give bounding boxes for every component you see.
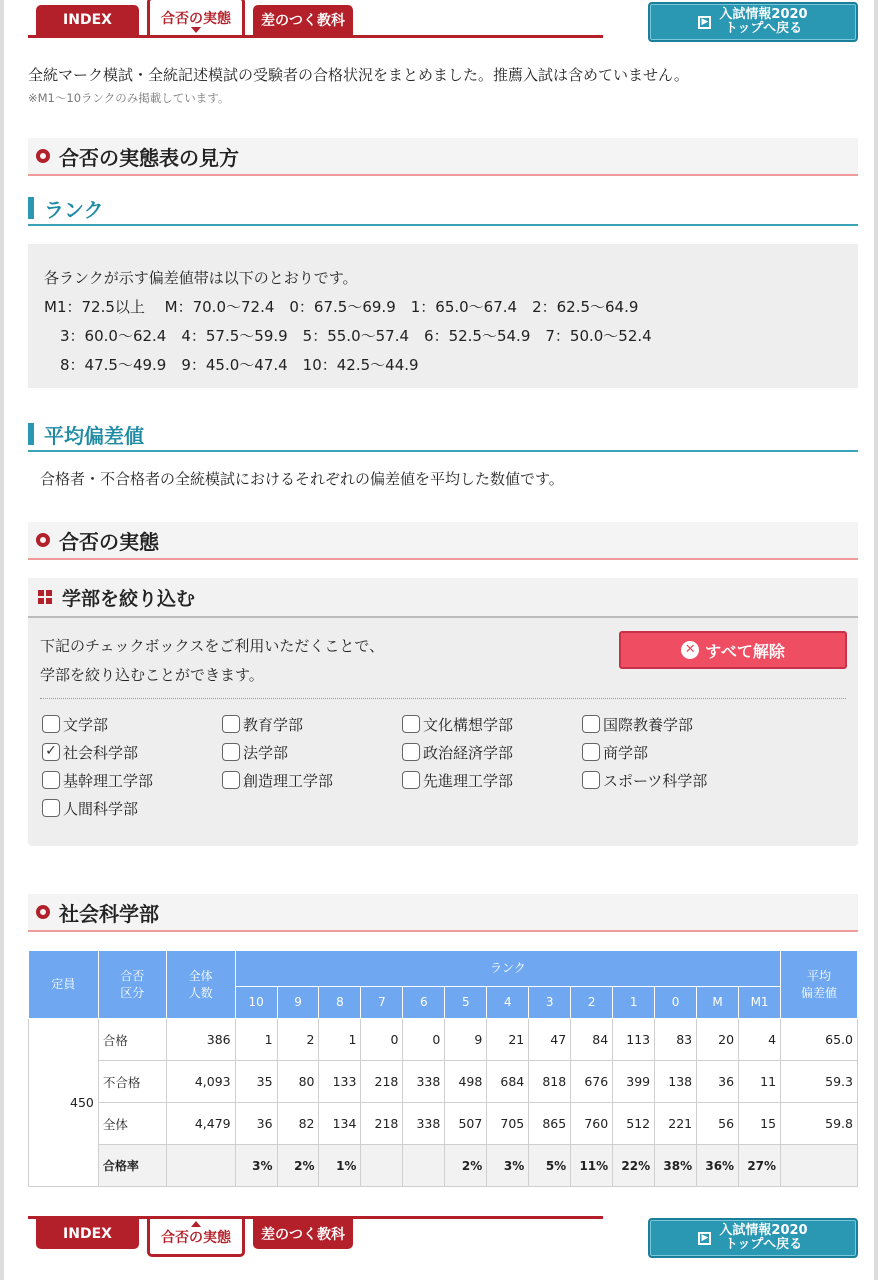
row-label-cell: 不合格 [98, 1061, 166, 1103]
tab-jittai-label: 合否の実態 [161, 10, 231, 27]
th-rank-col: 10 [235, 987, 277, 1019]
rate-value-cell [403, 1145, 445, 1187]
total-cell: 4,093 [166, 1061, 235, 1103]
rank-value-cell: 0 [403, 1019, 445, 1061]
rank-value-cell: 4 [739, 1019, 781, 1061]
section-faculty-heading [28, 894, 858, 932]
faculty-checkbox[interactable] [402, 713, 513, 735]
rank-value-cell: 36 [697, 1061, 739, 1103]
filter-description [40, 632, 384, 690]
rank-heading-title: ランク [44, 197, 104, 222]
rate-value-cell: 22% [613, 1145, 655, 1187]
divider [40, 698, 846, 699]
table-row [29, 1019, 858, 1061]
rank-value-cell: 218 [361, 1103, 403, 1145]
row-label-cell: 全体 [98, 1103, 166, 1145]
rank-value-cell: 865 [529, 1103, 571, 1145]
rate-value-cell [361, 1145, 403, 1187]
rate-label-cell: 合格率 [98, 1145, 166, 1187]
rank-value-cell: 2 [277, 1019, 319, 1061]
th-rank: ランク [235, 951, 780, 987]
grid-icon [38, 590, 52, 604]
rank-value-cell: 133 [319, 1061, 361, 1103]
checkbox-icon[interactable] [222, 715, 240, 733]
rank-value-cell: 83 [655, 1019, 697, 1061]
rank-value-cell: 15 [739, 1103, 781, 1145]
section-mikata-heading [28, 138, 858, 176]
rank-value-cell: 1 [319, 1019, 361, 1061]
avg-cell: 59.3 [781, 1061, 858, 1103]
faculty-checkbox[interactable] [42, 797, 138, 819]
th-rank-col: 0 [655, 987, 697, 1019]
checkbox-icon[interactable] [42, 771, 60, 789]
rank-value-cell: 47 [529, 1019, 571, 1061]
rank-value-cell: 705 [487, 1103, 529, 1145]
row-label-cell: 合格 [98, 1019, 166, 1061]
rank-value-cell: 684 [487, 1061, 529, 1103]
rank-value-cell: 507 [445, 1103, 487, 1145]
faculty-checkbox[interactable] [582, 769, 707, 791]
rank-line1: 各ランクが示す偏差値帯は以下のとおりです。 [44, 269, 358, 287]
faculty-label: 文学部 [63, 715, 109, 734]
rank-value-cell: 134 [319, 1103, 361, 1145]
rate-value-cell: 27% [739, 1145, 781, 1187]
rank-value-cell: 84 [571, 1019, 613, 1061]
section-jittai-heading [28, 522, 858, 560]
th-rank-col: 7 [361, 987, 403, 1019]
rank-value-cell: 80 [277, 1061, 319, 1103]
rank-value-cell: 676 [571, 1061, 613, 1103]
rank-value-cell: 338 [403, 1103, 445, 1145]
faculty-checkbox[interactable] [42, 741, 138, 763]
rate-value-cell: 1% [319, 1145, 361, 1187]
th-rank-col: 6 [403, 987, 445, 1019]
th-rank-col: 8 [319, 987, 361, 1019]
faculty-checkbox[interactable] [42, 769, 153, 791]
tab-bar-top [28, 0, 603, 38]
checkbox-icon[interactable] [582, 743, 600, 761]
rate-value-cell: 2% [277, 1145, 319, 1187]
rate-value-cell: 3% [235, 1145, 277, 1187]
ring-icon [36, 149, 50, 163]
checkbox-icon[interactable] [42, 799, 60, 817]
th-rank-col: M [697, 987, 739, 1019]
faculty-label: 人間科学部 [63, 799, 139, 818]
faculty-label: 基幹理工学部 [63, 771, 154, 790]
nyushi-bottom-button[interactable] [648, 1218, 858, 1258]
faculty-filter [28, 578, 858, 846]
checkbox-icon[interactable] [582, 771, 600, 789]
heading-bar-icon [28, 197, 34, 219]
rate-value-cell: 5% [529, 1145, 571, 1187]
rank-value-cell: 138 [655, 1061, 697, 1103]
rate-total-cell [166, 1145, 235, 1187]
rank-value-cell: 11 [739, 1061, 781, 1103]
rank-value-cell: 82 [277, 1103, 319, 1145]
rank-value-cell: 512 [613, 1103, 655, 1145]
rank-value-cell: 21 [487, 1019, 529, 1061]
rank-value-cell: 1 [235, 1019, 277, 1061]
filter-header [28, 578, 858, 618]
rate-value-cell: 11% [571, 1145, 613, 1187]
th-rank-col: 3 [529, 987, 571, 1019]
faculty-label: 商学部 [603, 743, 649, 762]
th-rank-col: 5 [445, 987, 487, 1019]
rank-value-cell: 9 [445, 1019, 487, 1061]
filter-title: 学部を絞り込む [62, 587, 196, 610]
rank-value-cell: 36 [235, 1103, 277, 1145]
filter-desc1: 下記のチェックボックスをご利用いただくことで、 [40, 637, 385, 655]
section-faculty-title: 社会科学部 [59, 901, 159, 926]
th-avg [781, 951, 858, 1019]
faculty-label: 政治経済学部 [423, 743, 514, 762]
section-mikata-title: 合否の実態表の見方 [59, 145, 239, 170]
tab-jittai-label: 合否の実態 [161, 1229, 231, 1246]
faculty-label: 創造理工学部 [243, 771, 334, 790]
th-kubun2: 区分 [120, 985, 145, 1000]
pass-rate-row [29, 1145, 858, 1187]
tab-jittai-active-bottom[interactable] [147, 1219, 245, 1257]
tab-index-bottom[interactable]: INDEX [36, 1219, 139, 1249]
nyushi-line2: トップへ戻る [724, 21, 803, 36]
checkbox-icon[interactable] [402, 715, 420, 733]
faculty-label: 国際教養学部 [603, 715, 694, 734]
th-zentai [166, 951, 235, 1019]
faculty-checkbox[interactable] [222, 713, 303, 735]
table-row [29, 1061, 858, 1103]
checkbox-icon[interactable] [402, 743, 420, 761]
rate-avg-cell [781, 1145, 858, 1187]
rank-value-cell: 399 [613, 1061, 655, 1103]
filter-desc2: 学部を絞り込むことができます。 [40, 666, 264, 684]
avg-cell: 65.0 [781, 1019, 858, 1061]
close-circle-icon: ✕ [681, 641, 699, 659]
rate-value-cell: 3% [487, 1145, 529, 1187]
checkbox-checked-icon[interactable]: ✓ [42, 743, 60, 761]
avg-heading-title: 平均偏差値 [44, 423, 144, 448]
tab-bar-bottom [28, 1216, 603, 1254]
tab-jittai-active[interactable] [147, 0, 245, 35]
faculty-checkbox[interactable] [582, 741, 648, 763]
nyushi-label [719, 8, 807, 36]
faculty-label: 社会科学部 [63, 743, 139, 762]
nyushi-line1: 入試情報2020 [719, 7, 808, 22]
faculty-checkbox[interactable] [42, 713, 108, 735]
table-row [29, 1103, 858, 1145]
faculty-label: 先進理工学部 [423, 771, 514, 790]
th-avg2: 偏差値 [801, 985, 838, 1000]
checkbox-icon[interactable] [42, 715, 60, 733]
checkbox-icon[interactable] [222, 743, 240, 761]
arrow-right-icon: ▶ [698, 1232, 711, 1245]
section-jittai-title: 合否の実態 [59, 529, 159, 554]
tab-sabun-bottom[interactable]: 差のつく教科 [253, 1219, 353, 1249]
rank-line3: 3：60.0～62.4 4：57.5～59.9 5：55.0～57.4 6：52.5～54.9 7：50.0～52.4 [60, 327, 652, 345]
ring-icon [36, 533, 50, 547]
rank-value-cell: 218 [361, 1061, 403, 1103]
rate-value-cell: 2% [445, 1145, 487, 1187]
heading-bar-icon [28, 423, 34, 445]
checkbox-icon[interactable] [222, 771, 240, 789]
checkbox-icon[interactable] [582, 715, 600, 733]
faculty-checkbox[interactable] [402, 769, 513, 791]
clear-all-label: すべて解除 [705, 641, 785, 661]
th-kubun [98, 951, 166, 1019]
th-zentai2: 人数 [188, 985, 213, 1000]
checkbox-icon[interactable] [402, 771, 420, 789]
th-kubun1: 合否 [120, 968, 145, 983]
caret-down-icon [191, 27, 201, 33]
th-rank-col: 4 [487, 987, 529, 1019]
tab-index[interactable]: INDEX [36, 5, 139, 35]
rank-value-cell: 760 [571, 1103, 613, 1145]
rank-value-cell: 0 [361, 1019, 403, 1061]
avg-text: 合格者・不合格者の全統模試におけるそれぞれの偏差値を平均した数値です。 [40, 470, 564, 488]
faculty-label: 文化構想学部 [423, 715, 514, 734]
rank-value-cell: 221 [655, 1103, 697, 1145]
rate-value-cell: 38% [655, 1145, 697, 1187]
arrow-right-icon: ▶ [698, 16, 711, 29]
tab-sabun[interactable]: 差のつく教科 [253, 5, 353, 35]
rank-box [28, 244, 858, 388]
ring-icon [36, 905, 50, 919]
rank-value-cell: 113 [613, 1019, 655, 1061]
teiin-cell: 450 [29, 1019, 99, 1187]
rank-value-cell: 498 [445, 1061, 487, 1103]
th-rank-col: 2 [571, 987, 613, 1019]
caret-up-icon [191, 1221, 201, 1227]
rank-value-cell: 338 [403, 1061, 445, 1103]
nyushi-line1: 入試情報2020 [719, 1223, 808, 1238]
rank-heading [28, 192, 858, 226]
th-teiin: 定員 [29, 951, 99, 1019]
rank-line4: 8：47.5～49.9 9：45.0～47.4 10：42.5～44.9 [60, 356, 419, 374]
th-rank-col: M1 [739, 987, 781, 1019]
rank-value-cell: 818 [529, 1061, 571, 1103]
note-text: ※M1～10ランクのみ掲載しています。 [28, 91, 230, 105]
th-rank-col: 1 [613, 987, 655, 1019]
nyushi-label [719, 1224, 807, 1252]
results-table [28, 950, 858, 1187]
clear-all-button[interactable] [619, 631, 847, 669]
total-cell: 4,479 [166, 1103, 235, 1145]
rank-line2: M1：72.5以上 M：70.0～72.4 0：67.5～69.9 1：65.0～67.4 2：62.5～64.9 [44, 298, 639, 316]
nyushi-line2: トップへ戻る [724, 1237, 803, 1252]
avg-heading [28, 418, 858, 452]
faculty-checkbox[interactable] [582, 713, 693, 735]
avg-cell: 59.8 [781, 1103, 858, 1145]
th-rank-col: 9 [277, 987, 319, 1019]
nyushi-top-button[interactable] [648, 2, 858, 42]
faculty-checkbox[interactable] [402, 741, 513, 763]
faculty-label: スポーツ科学部 [603, 771, 708, 790]
rate-value-cell: 36% [697, 1145, 739, 1187]
rank-value-cell: 56 [697, 1103, 739, 1145]
th-zentai1: 全体 [188, 968, 213, 983]
total-cell: 386 [166, 1019, 235, 1061]
faculty-checkbox[interactable] [222, 769, 333, 791]
th-avg1: 平均 [807, 968, 832, 983]
rank-value-cell: 35 [235, 1061, 277, 1103]
rank-value-cell: 20 [697, 1019, 739, 1061]
faculty-checkbox[interactable] [222, 741, 288, 763]
faculty-label: 教育学部 [243, 715, 304, 734]
intro-text: 全統マーク模試・全統記述模試の受験者の合格状況をまとめました。推薦入試は含めていません。 [28, 66, 689, 84]
faculty-label: 法学部 [243, 743, 289, 762]
